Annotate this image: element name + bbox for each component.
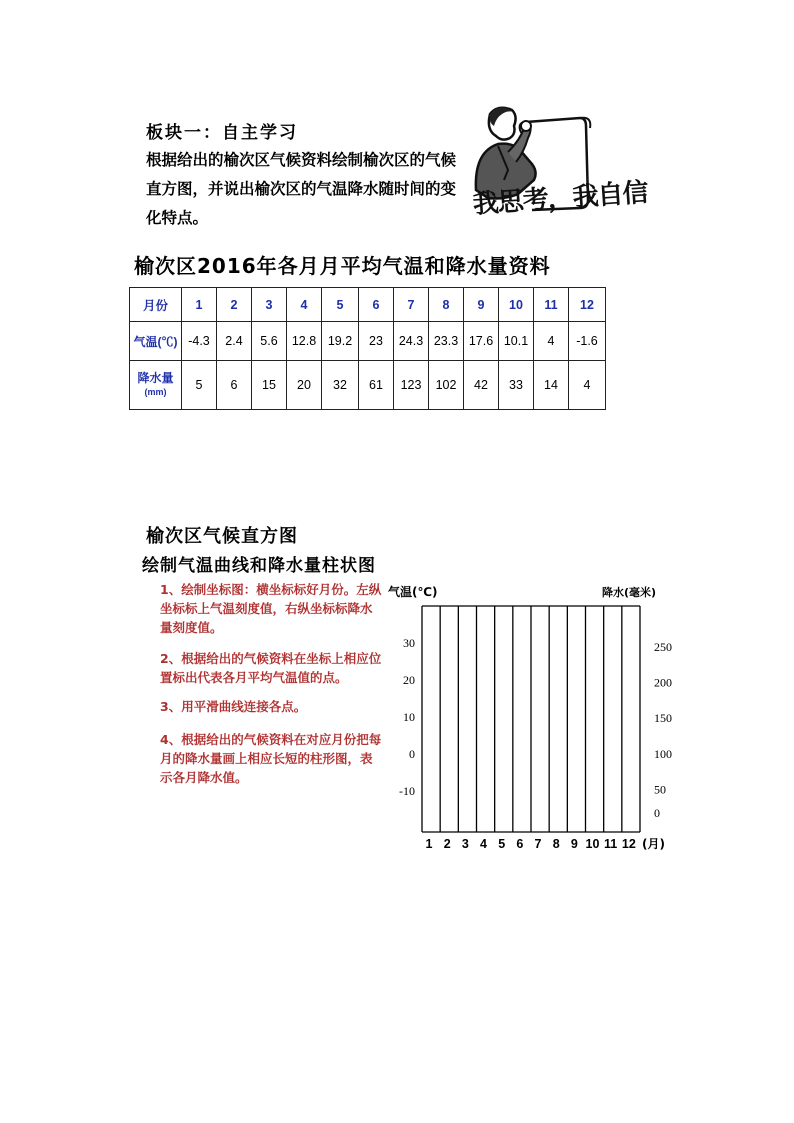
precip-cell: 61: [359, 361, 394, 410]
right-axis-label: 降水(毫米): [602, 586, 657, 599]
table-row: [130, 288, 606, 322]
climate-table: [129, 287, 606, 410]
x-unit-label: (月): [642, 837, 665, 851]
step-4: 4、根据给出的气候资料在对应月份把每月的降水量画上相应长短的柱形图，表示各月降水值。: [160, 732, 382, 785]
left-tick-label: 0: [409, 747, 415, 761]
month-cell: 4: [287, 288, 322, 322]
temp-cell: 19.2: [322, 322, 359, 361]
precip-cell: 33: [499, 361, 534, 410]
x-tick-label: 8: [552, 837, 560, 851]
precip-cell: 20: [287, 361, 322, 410]
right-tick-label: 100: [654, 746, 672, 761]
section-title: 板块一：自主学习: [146, 123, 298, 143]
slogan: 我思考，我自信: [471, 177, 649, 221]
month-cell: 3: [252, 288, 287, 322]
temp-cell: 4: [534, 322, 569, 361]
temp-cell: 12.8: [287, 322, 322, 361]
x-tick-label: 11: [604, 837, 618, 851]
precip-unit: (mm): [144, 387, 167, 397]
x-tick-label: 5: [498, 837, 506, 851]
table-title: 榆次区2016年各月月平均气温和降水量资料: [134, 254, 551, 278]
step-3: 3、用平滑曲线连接各点。: [160, 699, 307, 714]
right-tick-label: 150: [654, 711, 672, 726]
precip-cell: 32: [322, 361, 359, 410]
right-tick-label: 0: [654, 806, 660, 820]
month-cell: 8: [429, 288, 464, 322]
month-cell: 2: [217, 288, 252, 322]
precip-cell: 5: [182, 361, 217, 410]
instruction-steps: [160, 580, 382, 797]
x-tick-label: 7: [534, 837, 542, 851]
x-tick-label: 1: [425, 837, 433, 851]
precip-label: 降水量: [137, 371, 174, 385]
precip-cell: 14: [534, 361, 569, 410]
x-tick-label: 10: [585, 837, 600, 851]
left-tick-label: 10: [403, 710, 415, 724]
right-tick-label: 200: [654, 675, 672, 690]
step-1: 1、绘制坐标图：横坐标标好月份。左纵坐标标上气温刻度值，右纵坐标标降水量刻度值。: [160, 582, 382, 635]
temp-cell: 2.4: [217, 322, 252, 361]
climate-chart-grid: [370, 580, 700, 860]
month-cell: 11: [534, 288, 569, 322]
month-cell: 10: [499, 288, 534, 322]
left-axis-label: 气温(℃): [388, 585, 438, 599]
x-tick-label: 2: [443, 837, 451, 851]
step-2: 2、根据给出的气候资料在坐标上相应位置标出代表各月平均气温值的点。: [160, 651, 382, 685]
x-tick-label: 12: [621, 837, 636, 851]
temp-cell: 23: [359, 322, 394, 361]
temp-cell: -4.3: [182, 322, 217, 361]
temp-cell: 24.3: [394, 322, 429, 361]
x-tick-label: 4: [480, 837, 487, 851]
temp-cell: 17.6: [464, 322, 499, 361]
left-tick-label: 20: [403, 673, 415, 687]
x-tick-label: 9: [570, 837, 578, 851]
precip-cell: 6: [217, 361, 252, 410]
temp-cell: -1.6: [569, 322, 606, 361]
month-cell: 12: [569, 288, 606, 322]
month-header: 月份: [130, 288, 182, 322]
precip-cell: 15: [252, 361, 287, 410]
month-cell: 7: [394, 288, 429, 322]
month-cell: 1: [182, 288, 217, 322]
table-row: [130, 361, 606, 410]
right-tick-label: 250: [654, 640, 672, 654]
intro-text: 根据给出的榆次区气候资料绘制榆次区的气候直方图，并说出榆次区的气温降水随时间的变化特点。: [146, 151, 457, 227]
temp-label: 气温(℃): [130, 322, 182, 361]
month-cell: 5: [322, 288, 359, 322]
left-tick-label: 30: [403, 636, 415, 650]
right-tick-label: 50: [654, 782, 666, 797]
x-tick-label: 3: [461, 837, 469, 851]
precip-cell: 123: [394, 361, 429, 410]
precip-cell: 42: [464, 361, 499, 410]
chart-section-title: 榆次区气候直方图: [146, 526, 298, 547]
precip-label-cell: [130, 361, 182, 410]
table-row: [130, 322, 606, 361]
precip-cell: 4: [569, 361, 606, 410]
precip-cell: 102: [429, 361, 464, 410]
left-tick-label: -10: [399, 784, 415, 798]
x-tick-label: 6: [516, 837, 524, 851]
temp-cell: 10.1: [499, 322, 534, 361]
temp-cell: 5.6: [252, 322, 287, 361]
chart-section-subtitle: 绘制气温曲线和降水量柱状图: [142, 556, 376, 576]
month-cell: 9: [464, 288, 499, 322]
month-cell: 6: [359, 288, 394, 322]
temp-cell: 23.3: [429, 322, 464, 361]
